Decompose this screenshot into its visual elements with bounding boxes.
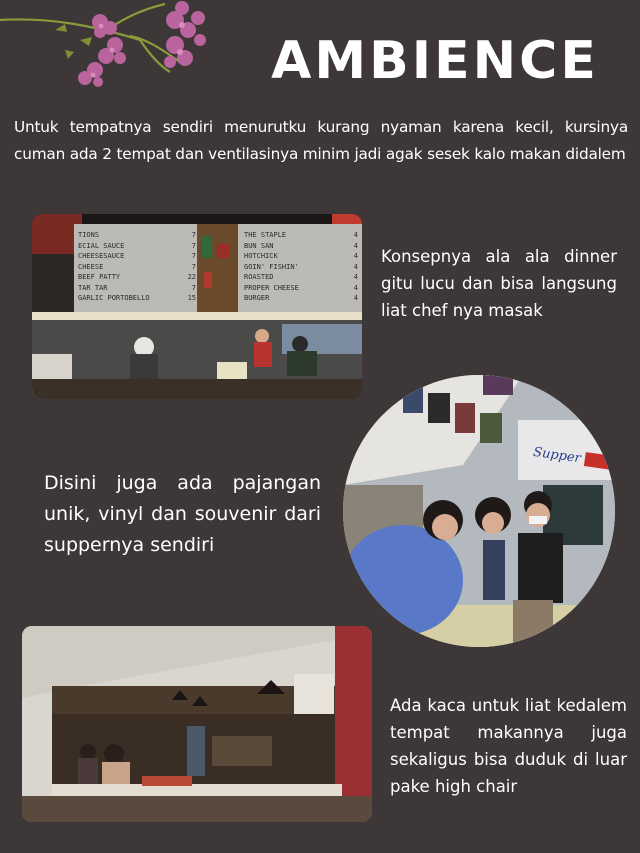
menu-price: 4 xyxy=(353,252,358,260)
menu-item: BURGER xyxy=(244,294,270,302)
menu-price: 4 xyxy=(353,231,358,239)
menu-item: GARLIC PORTOBELLO xyxy=(78,294,150,302)
menu-item: HOTCHICK xyxy=(244,252,278,260)
menu-price: 22 xyxy=(187,273,196,281)
intro-text: Untuk tempatnya sendiri menurutku kurang nyaman karena kecil, kursinya cuman ada 2 tempat dan ventilasinya minim jadi agak sesek kalo makan didalem xyxy=(14,118,628,163)
menu-price: 15 xyxy=(187,294,196,302)
menu-price: 4 xyxy=(353,262,358,271)
menu-item: BUN SAN xyxy=(244,241,274,250)
dining-window-photo xyxy=(22,626,372,822)
menu-item: GOIN' FISHIN' xyxy=(244,262,299,271)
dining-window-illustration xyxy=(22,626,372,822)
caption-dinner-concept: Konsepnya ala ala dinner gitu lucu dan bisa langsung liat chef nya masak xyxy=(381,247,617,320)
menu-item: TAR TAR xyxy=(78,283,108,292)
menu-item: BEEF PATTY xyxy=(78,273,121,281)
menu-item: PROPER CHEESE xyxy=(244,283,299,292)
menu-item: TIONS xyxy=(78,231,100,239)
menu-price: 4 xyxy=(353,283,358,292)
menu-price: 7 xyxy=(191,283,196,292)
menu-price: 4 xyxy=(353,294,358,302)
caption-glass-window: Ada kaca untuk liat kedalem tempat makannya juga sekaligus bisa duduk di luar pake high chair xyxy=(390,696,627,796)
menu-item: ECIAL SAUCE xyxy=(78,241,125,250)
menu-item: CHEESE xyxy=(78,262,104,271)
menu-item: CHEESESAUCE xyxy=(78,252,125,260)
menu-price: 4 xyxy=(353,241,358,250)
menu-item: THE STAPLE xyxy=(244,231,287,239)
vinyl-wall-selfie-photo xyxy=(343,375,615,647)
sign-red-block xyxy=(584,452,615,470)
menu-price: 7 xyxy=(191,262,196,271)
menu-price: 7 xyxy=(191,231,196,239)
vinyl-wall-illustration xyxy=(343,375,615,647)
menu-price: 7 xyxy=(191,241,196,250)
menu-item: ROASTED xyxy=(244,273,274,281)
store-sign: Supper xyxy=(521,434,615,481)
menu-price: 4 xyxy=(353,273,358,281)
page-title: AMBIENCE xyxy=(271,31,599,91)
menu-price: 7 xyxy=(191,252,196,260)
kitchen-counter-photo xyxy=(32,214,362,399)
caption-vinyl-display: Disini juga ada pajangan unik, vinyl dan souvenir dari suppernya sendiri xyxy=(44,472,321,556)
flower-branch-decoration xyxy=(0,0,215,95)
